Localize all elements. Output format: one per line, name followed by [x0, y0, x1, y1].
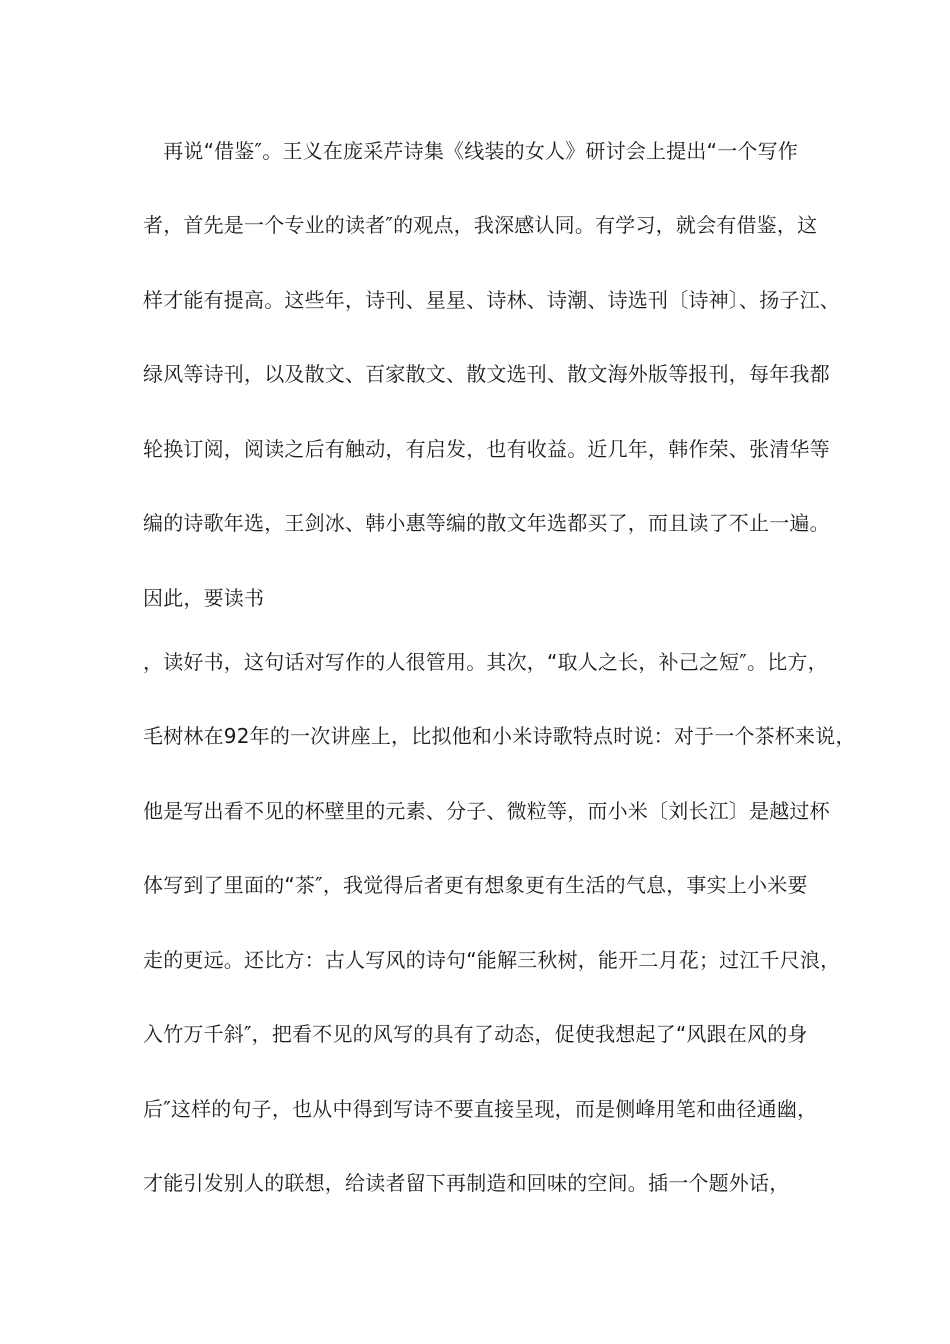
text-line: 再说“借鉴″。王义在庞采芹诗集《线装的女人》研讨会上提出“一个写作 [143, 139, 798, 163]
text-line: 他是写出看不见的杯壁里的元素、分子、微粒等，而小米〔刘长江〕是越过杯 [143, 799, 830, 823]
text-line: 绿风等诗刊，以及散文、百家散文、散文选刊、散文海外版等报刊，每年我都 [143, 362, 830, 386]
text-line: 者，首先是一个专业的读者″的观点，我深感认同。有学习，就会有借鉴，这 [143, 213, 818, 237]
text-line: 入竹万千斜″，把看不见的风写的具有了动态，促使我想起了“风跟在风的身 [143, 1022, 808, 1046]
text-line: 因此，要读书 [143, 586, 265, 610]
text-line: 后″这样的句子，也从中得到写诗不要直接呈现，而是侧峰用笔和曲径通幽， [143, 1097, 818, 1121]
text-line: 编的诗歌年选，王剑冰、韩小惠等编的散文年选都买了，而且读了不止一遍。 [143, 511, 830, 535]
text-line: 走的更远。还比方：古人写风的诗句“能解三秋树，能开二月花；过江千尺浪， [143, 948, 841, 972]
text-line: 毛树林在92年的一次讲座上，比拟他和小米诗歌特点时说：对于一个茶杯来说， [143, 724, 856, 748]
text-line: 才能引发别人的联想，给读者留下再制造和回味的空间。插一个题外话， [143, 1171, 790, 1195]
text-line: 样才能有提高。这些年，诗刊、星星、诗林、诗潮、诗选刊〔诗神〕、扬子江、 [143, 288, 840, 312]
text-line: 轮换订阅，阅读之后有触动，有启发，也有收益。近几年，韩作荣、张清华等 [143, 437, 830, 461]
text-line: 体写到了里面的“茶″，我觉得后者更有想象更有生活的气息，事实上小米要 [143, 873, 808, 897]
text-line: ，读好书，这句话对写作的人很管用。其次，“取人之长，补己之短″。比方， [143, 650, 828, 674]
